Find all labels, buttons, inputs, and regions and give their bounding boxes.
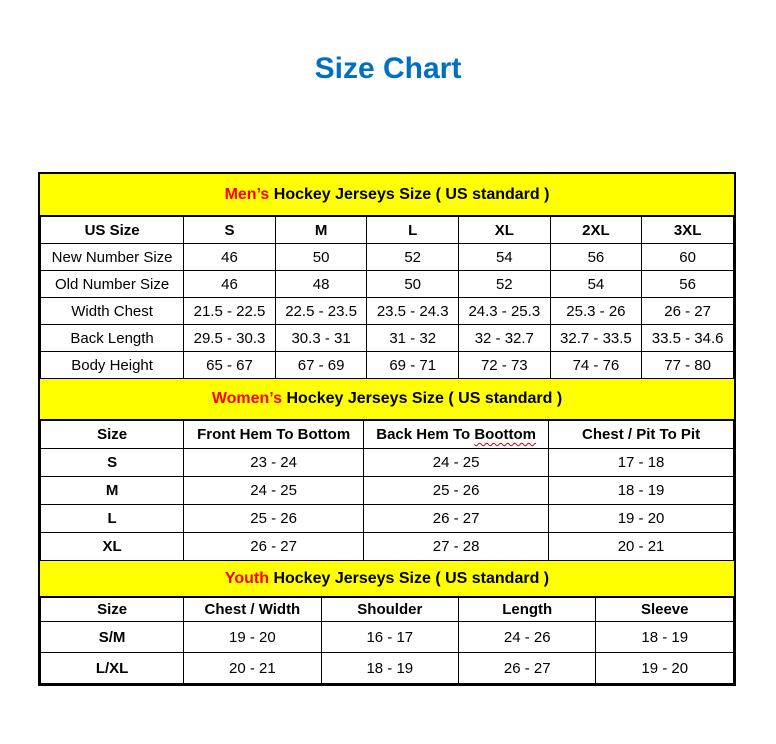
womens-header-row: [41, 421, 734, 449]
mens-section-band: [40, 174, 734, 216]
mens-value-cell: 21.5 - 22.5: [184, 298, 276, 325]
womens-band-highlight: Women’s: [211, 390, 283, 407]
youth-value-cell: 18 - 19: [596, 622, 734, 653]
womens-value-cell: 25 - 26: [364, 477, 549, 505]
mens-value-cell: 77 - 80: [642, 352, 734, 379]
youth-value-cell: 20 - 21: [184, 653, 321, 684]
womens-table-row: [41, 505, 734, 533]
womens-value-cell: 20 - 21: [549, 533, 734, 561]
mens-value-cell: 56: [550, 244, 642, 271]
mens-value-cell: 48: [275, 271, 367, 298]
womens-value-cell: 19 - 20: [549, 505, 734, 533]
womens-column-header: Chest / Pit To Pit: [549, 421, 734, 449]
mens-table-row: [41, 298, 734, 325]
mens-row-label: Old Number Size: [41, 271, 184, 298]
youth-value-cell: 26 - 27: [459, 653, 596, 684]
youth-value-cell: 19 - 20: [596, 653, 734, 684]
mens-value-cell: 46: [184, 244, 276, 271]
youth-value-cell: 16 - 17: [321, 622, 458, 653]
youth-table-row: [41, 622, 734, 653]
mens-size-table: [40, 216, 734, 379]
mens-row-label: Back Length: [41, 325, 184, 352]
page-title: Size Chart: [314, 52, 462, 85]
womens-value-cell: 17 - 18: [549, 449, 734, 477]
mens-value-cell: 25.3 - 26: [550, 298, 642, 325]
youth-value-cell: 24 - 26: [459, 622, 596, 653]
mens-value-cell: 60: [642, 244, 734, 271]
mens-value-cell: 32 - 32.7: [459, 325, 551, 352]
size-chart-block: [38, 172, 736, 686]
womens-column-header: Size: [41, 421, 184, 449]
womens-row-label: L: [41, 505, 184, 533]
youth-column-header: Shoulder: [321, 598, 458, 622]
womens-size-table: [40, 420, 734, 561]
womens-value-cell: 27 - 28: [364, 533, 549, 561]
mens-table-row: [41, 244, 734, 271]
womens-value-cell: 25 - 26: [184, 505, 364, 533]
womens-value-cell: 18 - 19: [549, 477, 734, 505]
womens-value-cell: 26 - 27: [184, 533, 364, 561]
mens-value-cell: 72 - 73: [459, 352, 551, 379]
mens-value-cell: 54: [550, 271, 642, 298]
womens-section: [40, 379, 734, 561]
youth-row-label: L/XL: [41, 653, 184, 684]
youth-column-header: Chest / Width: [184, 598, 321, 622]
mens-table-row: [41, 271, 734, 298]
mens-table-row: [41, 325, 734, 352]
mens-value-cell: 52: [459, 271, 551, 298]
womens-band-text: Hockey Jerseys Size ( US standard ): [282, 390, 563, 407]
youth-section: [40, 561, 734, 684]
mens-column-header: L: [367, 217, 459, 244]
youth-column-header: Sleeve: [596, 598, 734, 622]
mens-value-cell: 33.5 - 34.6: [642, 325, 734, 352]
mens-column-header: XL: [459, 217, 551, 244]
youth-header-row: [41, 598, 734, 622]
youth-section-band: [40, 561, 734, 597]
womens-row-label: M: [41, 477, 184, 505]
youth-column-header: Size: [41, 598, 184, 622]
mens-column-header: M: [275, 217, 367, 244]
womens-value-cell: 26 - 27: [364, 505, 549, 533]
youth-value-cell: 18 - 19: [321, 653, 458, 684]
mens-value-cell: 67 - 69: [275, 352, 367, 379]
mens-header-row: [41, 217, 734, 244]
mens-row-label: Width Chest: [41, 298, 184, 325]
mens-column-header: 3XL: [642, 217, 734, 244]
mens-column-header: S: [184, 217, 276, 244]
womens-row-label: XL: [41, 533, 184, 561]
mens-band-highlight: Men’s: [224, 185, 270, 203]
youth-column-header: Length: [459, 598, 596, 622]
youth-size-table: [40, 597, 734, 684]
mens-value-cell: 32.7 - 33.5: [550, 325, 642, 352]
mens-value-cell: 65 - 67: [184, 352, 276, 379]
mens-value-cell: 31 - 32: [367, 325, 459, 352]
youth-table-row: [41, 653, 734, 684]
youth-value-cell: 19 - 20: [184, 622, 321, 653]
youth-band-text: Hockey Jerseys Size ( US standard ): [269, 569, 550, 587]
mens-column-header: US Size: [41, 217, 184, 244]
womens-table-row: [41, 477, 734, 505]
misspelled-word: Boottom: [474, 426, 536, 443]
mens-section: [40, 174, 734, 379]
mens-value-cell: 24.3 - 25.3: [459, 298, 551, 325]
mens-value-cell: 69 - 71: [367, 352, 459, 379]
mens-column-header: 2XL: [550, 217, 642, 244]
youth-band-highlight: Youth: [224, 569, 269, 587]
mens-row-label: Body Height: [41, 352, 184, 379]
mens-value-cell: 46: [184, 271, 276, 298]
mens-value-cell: 52: [367, 244, 459, 271]
mens-band-text: Hockey Jerseys Size ( US standard ): [269, 185, 550, 203]
womens-row-label: S: [41, 449, 184, 477]
mens-table-row: [41, 352, 734, 379]
mens-value-cell: 22.5 - 23.5: [275, 298, 367, 325]
mens-value-cell: 50: [367, 271, 459, 298]
mens-value-cell: 74 - 76: [550, 352, 642, 379]
womens-table-row: [41, 449, 734, 477]
womens-column-header: Front Hem To Bottom: [184, 421, 364, 449]
womens-value-cell: 24 - 25: [184, 477, 364, 505]
mens-value-cell: 29.5 - 30.3: [184, 325, 276, 352]
womens-column-header: Back Hem To Boottom: [364, 421, 549, 449]
womens-section-band: [40, 379, 734, 420]
womens-table-row: [41, 533, 734, 561]
mens-value-cell: 23.5 - 24.3: [367, 298, 459, 325]
mens-value-cell: 30.3 - 31: [275, 325, 367, 352]
mens-row-label: New Number Size: [41, 244, 184, 271]
mens-value-cell: 56: [642, 271, 734, 298]
womens-value-cell: 24 - 25: [364, 449, 549, 477]
mens-value-cell: 26 - 27: [642, 298, 734, 325]
youth-row-label: S/M: [41, 622, 184, 653]
womens-value-cell: 23 - 24: [184, 449, 364, 477]
mens-value-cell: 54: [459, 244, 551, 271]
mens-value-cell: 50: [275, 244, 367, 271]
